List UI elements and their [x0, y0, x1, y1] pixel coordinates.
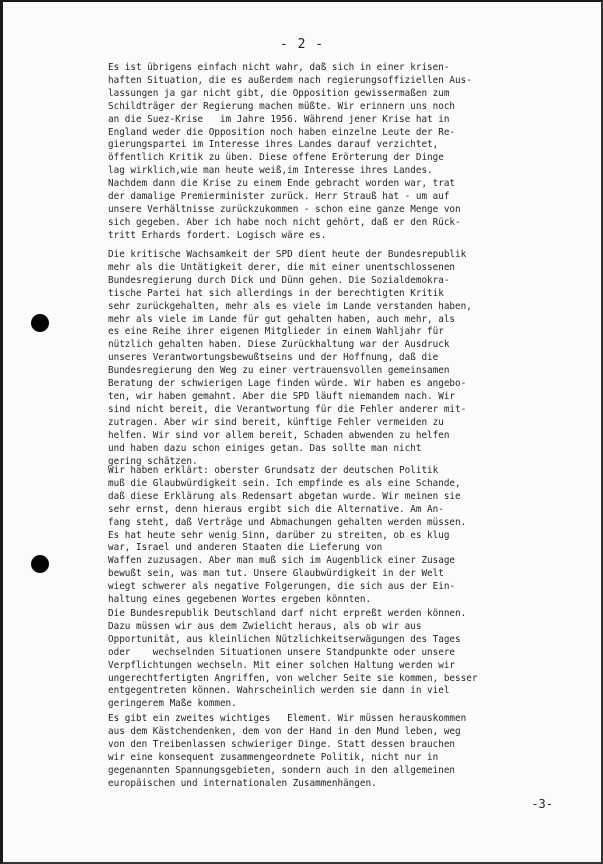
paragraph-3: Wir haben erklärt: oberster Grundsatz der deutschen Politik muß die Glaubwürdigkeit sein. Ich empfinde es als eine Schande, daß diese Erklärung als Redensart abgetan wurde. Wir meinen sie sehr ernst, denn hieraus ergibt sich die Alternative. Am An- fang steht, daß Verträge und Abmachungen gehalten werden müssen. Es hat heute sehr wenig Sinn, darüber zu streiten, ob es klug war, Israel und anderen Staaten die Lieferung von Waffen zuzusagen. Aber man muß sich im Augenblick einer Zusage bewußt sein, was man tut. Unsere Glaubwürdigkeit in der Welt wiegt schwerer als negative Folgerungen, die sich aus der Ein- haltung eines gegebenen Wortes ergeben könnten. [108, 465, 467, 606]
next-page-marker: -3- [531, 797, 553, 811]
page-number: - 2 - [279, 37, 325, 52]
punch-hole-bottom [31, 555, 49, 573]
paragraph-4: Die Bundesrepublik Deutschland darf nicht erpreßt werden können. Dazu müssen wir aus dem Zwielicht heraus, als ob wir aus Opportunität, aus kleinlichen Nützlichkeitserwägungen des Tages oder wechselnden Situationen unsere Standpunkte oder unsere Verpflichtungen wechseln. Mit einer solchen Haltung werden wir ungerechtfertigten Angriffen, von welcher Seite sie kommen, besser entgegentreten können. Wahrscheinlich werden sie dann in viel geringerem Maße kommen. [108, 608, 478, 710]
paragraph-5: Es gibt ein zweites wichtiges Element. Wir müssen herauskommen aus dem Kästchendenken, dem von der Hand in den Mund leben, weg von den Treibenlassen schwieriger Dinge. Statt dessen brauchen wir eine konsequent zusammengeordnete Politik, nicht nur in gegenannten Spannungsgebieten, sondern auch in den allgemeinen europäischen und internationalen Zusammenhängen. [108, 713, 467, 789]
paragraph-2: Die kritische Wachsamkeit der SPD dient heute der Bundesrepublik mehr als die Untätigkeit derer, die mit einer unentschlossenen Bundesregierung durch Dick und Dünn gehen. Die Sozialdemokra- tische Partei hat sich allerdings in der berechtigten Kritik sehr zurückgehalten, mehr als es viele im Lande verstanden haben, mehr als viele im Lande für gut gehalten haben, auch mehr, als es eine Reihe ihrer eigenen Mitglieder in einem Wahljahr für nützlich gehalten haben. Diese Zurückhaltung war der Ausdruck unseres Verantwortungsbewußtseins und der Hoffnung, daß die Bundesregierung den Weg zu einer vertrauensvollen gemeinsamen Beratung der schwierigen Lage finden würde. Wir haben es angebo- ten, wir haben gemahnt. Aber die SPD läuft niemandem nach. Wir sind nicht bereit, die Verantwortung für die Fehler anderer mit- zutragen. Aber wir sind bereit, künftige Fehler vermeiden zu helfen. Wir sind vor allem bereit, Schaden abwenden zu helfen und haben dazu schon einiges getan. Das sollte man nicht gering schätzen. [108, 249, 472, 467]
punch-hole-top [31, 314, 49, 332]
paragraph-1: Es ist übrigens einfach nicht wahr, daß sich in einer krisen- haften Situation, die es außerdem nach regierungsoffiziellen Aus- lassungen ja gar nicht gibt, die Opposition gewissermaßen zum Schildträger der Regierung machen müßte. Wir erinnern uns noch an die Suez-Krise im Jahre 1956. Während jener Krise hat in England weder die Opposition noch haben einzelne Leute der Re- gierungspartei im Interesse ihres Landes darauf verzichtet, öffentlich Kritik zu üben. Diese offene Erörterung der Dinge lag wirklich,wie man heute weiß,im Interesse ihres Landes. Nachdem dann die Krise zu einem Ende gebracht worden war, trat der damalige Premierminister zurück. Herr Strauß hat - um auf unsere Verhältnisse zurückzukommen - schon eine ganze Menge von sich gegeben. Aber ich habe noch nicht gehört, daß er den Rück- tritt Erhards fordert. Logisch wäre es. [108, 62, 472, 241]
